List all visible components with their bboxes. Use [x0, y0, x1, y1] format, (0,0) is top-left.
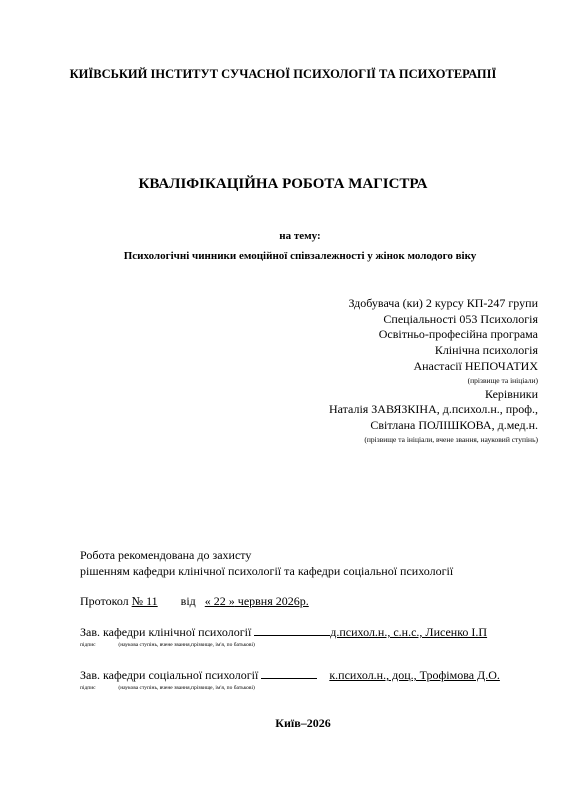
protocol-from: від — [180, 594, 196, 608]
supervisors-label: Керівники — [485, 386, 538, 401]
recommendation-line-1: Робота рекомендована до захисту — [80, 548, 252, 562]
thesis-theme: Психологічні чинники емоційної співзалежності у жінок молодого віку — [123, 250, 477, 262]
institute-name: КИЇВСЬКИЙ ІНСТИТУТ СУЧАСНОЇ ПСИХОЛОГІЇ ТА ПСИХОТЕРАПІЇ — [69, 67, 497, 81]
head-clinical-label: Зав. кафедри клінічної психології — [80, 625, 252, 639]
student-name: Анастасії НЕПОЧАТИХ — [413, 358, 538, 373]
signature-line — [261, 678, 317, 679]
author-block — [329, 296, 538, 446]
head-clinical-line — [80, 625, 487, 640]
supervisor-2: Світлана ПОЛІШКОВА, д.мед.н. — [370, 417, 538, 432]
student-program-name: Клінічна психологія — [434, 343, 538, 358]
supervisor-1: Наталія ЗАВЯЗКІНА, д.психол.н., проф., — [328, 402, 538, 417]
student-name-caption: (прізвище та ініціали) — [467, 375, 538, 385]
protocol-month-year: червня 2026р. — [234, 594, 309, 608]
head-social-label: Зав. кафедри соціальної психології — [80, 668, 259, 682]
supervisors-caption: (прізвище та ініціали, вчене звання, науковий ступінь) — [364, 434, 538, 444]
head-social-caption — [80, 685, 255, 691]
protocol-line — [80, 594, 309, 609]
info-caption: (наукова ступінь, вчене звання,прізвище, ім'я, по батькові) — [118, 685, 255, 691]
student-specialty: Спеціальності 053 Психологія — [383, 311, 538, 326]
info-caption: (наукова ступінь, вчене звання,прізвище, ім'я, по батькові) — [118, 642, 255, 648]
recommendation-line-2: рішенням кафедри клінічної психології та кафедри соціальної психології — [80, 564, 454, 578]
student-course: Здобувача (ки) 2 курсу КП-247 групи — [348, 296, 538, 310]
signature-line — [254, 635, 330, 636]
sign-caption: підпис — [80, 685, 96, 691]
head-clinical-caption — [80, 642, 255, 648]
sign-caption: підпис — [80, 642, 96, 648]
protocol-number: № 11 — [131, 594, 158, 608]
head-social-value: к.психол.н., доц., Трофімова Д.О. — [329, 668, 500, 682]
city-year: Київ–2026 — [275, 716, 331, 730]
student-program: Освітньо-професійна програма — [378, 327, 538, 342]
theme-label: на тему: — [279, 230, 321, 242]
protocol-label: Протокол — [80, 594, 132, 608]
protocol-day: « 22 » — [204, 594, 235, 608]
head-social-line — [80, 668, 500, 683]
head-clinical-value: д.психол.н., с.н.с., Лисенко І.П — [330, 625, 488, 639]
document-title: КВАЛІФІКАЦІЙНА РОБОТА МАГІСТРА — [138, 176, 428, 192]
